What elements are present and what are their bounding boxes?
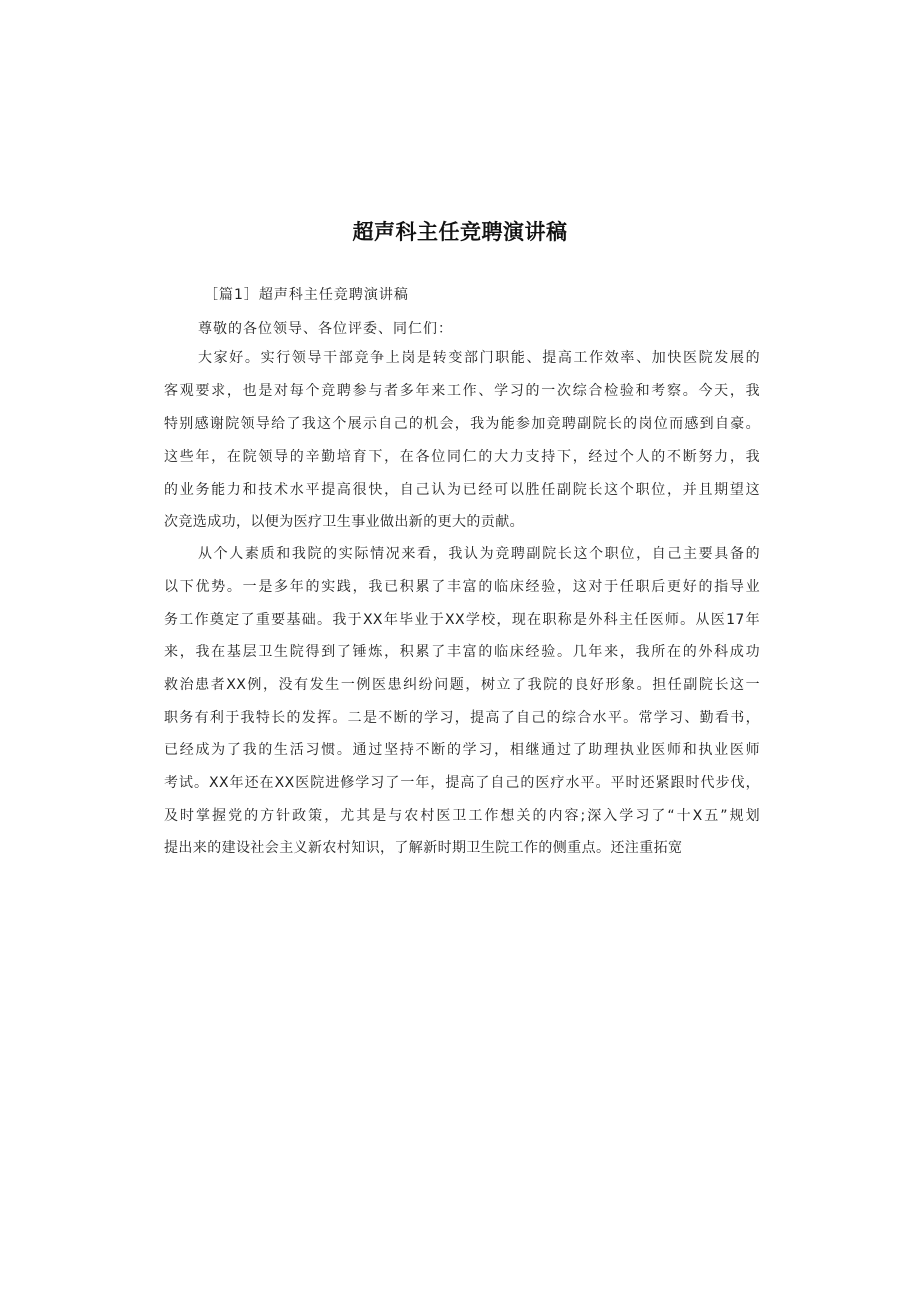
paragraph-1-line: 这些年，在院领导的辛勤培育下，在各位同仁的大力支持下，经过个人的不断努力，我 — [164, 449, 760, 465]
paragraph-2-line: 从个人素质和我院的实际情况来看，我认为竞聘副院长这个职位，自己主要具备的 — [198, 546, 760, 562]
paragraph-1-line: 次竞选成功，以便为医疗卫生事业做出新的更大的贡献。 — [164, 514, 524, 530]
paragraph-2-line: 救治患者XX例，没有发生一例医患纠纷问题，树立了我院的良好形象。担任副院长这一 — [164, 677, 760, 693]
section-heading: ［篇1］超声科主任竞聘演讲稿 — [204, 287, 409, 303]
paragraph-1-line: 的业务能力和技术水平提高很快，自己认为已经可以胜任副院长这个职位，并且期望这 — [164, 482, 760, 498]
paragraph-2-line: 来，我在基层卫生院得到了锤炼，积累了丰富的临床经验。几年来，我所在的外科成功 — [164, 644, 760, 660]
paragraph-2-line: 及时掌握党的方针政策，尤其是与农村医卫工作想关的内容;深入学习了“十X五”规划 — [164, 808, 760, 824]
paragraph-1-line: 大家好。实行领导干部竞争上岗是转变部门职能、提高工作效率、加快医院发展的 — [198, 350, 760, 366]
salutation: 尊敬的各位领导、各位评委、同仁们： — [198, 321, 453, 337]
page-title: 超声科主任竞聘演讲稿 — [352, 220, 568, 244]
paragraph-2-line: 职务有利于我特长的发挥。二是不断的学习，提高了自己的综合水平。常学习、勤看书， — [164, 710, 760, 726]
paragraph-1-line: 客观要求，也是对每个竞聘参与者多年来工作、学习的一次综合检验和考察。今天，我 — [164, 383, 760, 399]
paragraph-2-line: 提出来的建设社会主义新农村知识，了解新时期卫生院工作的侧重点。还注重拓宽 — [164, 840, 683, 856]
paragraph-2-line: 已经成为了我的生活习惯。通过坚持不断的学习，相继通过了助理执业医师和执业医师 — [164, 742, 760, 758]
paragraph-1-line: 特别感谢院领导给了我这个展示自己的机会，我为能参加竞聘副院长的岗位而感到自豪。 — [164, 416, 760, 432]
paragraph-2-line: 以下优势。一是多年的实践，我已积累了丰富的临床经验，这对于任职后更好的指导业 — [164, 579, 760, 595]
paragraph-2-line: 考试。XX年还在XX医院进修学习了一年，提高了自己的医疗水平。平时还紧跟时代步伐， — [164, 775, 760, 791]
paragraph-2-line: 务工作奠定了重要基础。我于XX年毕业于XX学校，现在职称是外科主任医师。从医17年 — [164, 612, 760, 628]
